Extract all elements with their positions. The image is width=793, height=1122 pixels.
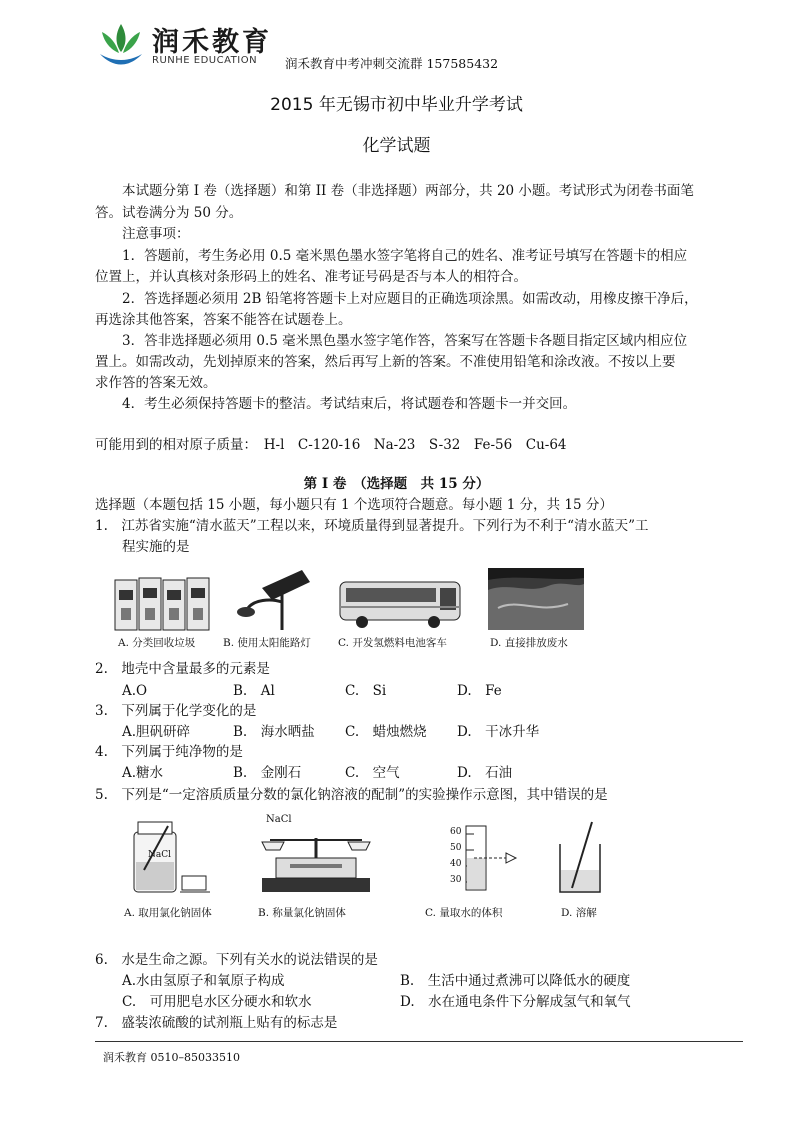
question-3: 3. 下列属于化学变化的是 (95, 703, 257, 719)
option: D. 干冰升华 (457, 724, 540, 740)
option: D. Fe (457, 683, 502, 699)
question-1-cont: 程实施的是 (122, 539, 190, 555)
caption-q1-b: B. 使用太阳能路灯 (223, 637, 311, 649)
option: A.O (122, 683, 148, 699)
option: C. 蜡烛燃烧 (345, 724, 427, 740)
recycling-bins-image (113, 572, 213, 636)
caption-q5-b: B. 称量氯化钠固体 (258, 907, 346, 919)
note-item: 4．考生必须保持答题卡的整洁。考试结束后，将试题卷和答题卡一并交回。 (122, 396, 577, 412)
tick-60: 60 (450, 827, 462, 837)
note-item: 3．答非选择题必须用 0.5 毫米黑色墨水签字笔作答，答案写在答题卡各题目指定区域内相应位 (122, 333, 688, 349)
tick-50: 50 (450, 843, 462, 853)
note-item: 求作答的答案无效。 (95, 375, 217, 391)
balance-scale-diagram (256, 812, 376, 896)
question-6: 6. 水是生命之源。下列有关水的说法错误的是 (95, 952, 378, 968)
option: C. 可用肥皂水区分硬水和软水 (122, 994, 312, 1010)
solar-streetlight-image (232, 568, 312, 636)
beaker-stirring-diagram (552, 818, 608, 900)
option: A.糖水 (122, 765, 164, 781)
option: B. Al (233, 683, 275, 699)
intro-line: 答。试卷满分为 50 分。 (95, 205, 243, 221)
option: B. 生活中通过煮沸可以降低水的硬度 (400, 973, 631, 989)
tick-30: 30 (450, 875, 462, 885)
question-5: 5. 下列是“一定溶质质量分数的氯化钠溶液的配制”的实验操作示意图，其中错误的是 (95, 787, 608, 803)
question-2: 2. 地壳中含量最多的元素是 (95, 661, 270, 677)
option: A.胆矾研碎 (122, 724, 191, 740)
jar-spoon-diagram (128, 812, 212, 896)
footer-contact: 润禾教育 0510–85033510 (103, 1051, 240, 1064)
logo-leaf-icon (97, 22, 145, 68)
note-item: 2．答选择题必须用 2B 铅笔将答题卡上对应题目的正确选项涂黑。如需改动，用橡皮擦干净后， (122, 291, 698, 307)
caption-q1-d: D. 直接排放废水 (490, 637, 568, 649)
brand-name-en: RUNHE EDUCATION (152, 55, 258, 66)
footer-divider (95, 1041, 743, 1042)
option: B. 金刚石 (233, 765, 302, 781)
atomic-masses: 可能用到的相对原子质量： H-l C-120-16 Na-23 S-32 Fe-56 Cu-64 (95, 437, 567, 453)
caption-q5-a: A. 取用氯化钠固体 (124, 907, 212, 919)
caption-q5-d: D. 溶解 (561, 907, 597, 919)
exam-title: 2015 年无锡市初中毕业升学考试 (270, 95, 523, 115)
hydrogen-bus-image (336, 572, 464, 634)
caption-q1-c: C. 开发氢燃料电池客车 (338, 637, 447, 649)
caption-q5-c: C. 量取水的体积 (425, 907, 503, 919)
tick-40: 40 (450, 859, 462, 869)
caption-q1-a: A. 分类回收垃圾 (118, 637, 196, 649)
note-item: 置上。如需改动，先划掉原来的答案，然后再写上新的答案。不准使用铅笔和涂改液。不按以上要 (95, 354, 676, 370)
option: D. 水在通电条件下分解成氢气和氧气 (400, 994, 631, 1010)
exam-subtitle: 化学试题 (362, 136, 431, 156)
notes-heading: 注意事项： (122, 226, 190, 242)
section-title: 第 I 卷 （选择题 共 15 分） (303, 476, 490, 492)
group-contact: 润禾教育中考冲刺交流群 157585432 (285, 56, 499, 71)
question-1: 1. 江苏省实施“清水蓝天”工程以来，环境质量得到显著提升。下列行为不利于“清水蓝天”工 (95, 518, 649, 534)
nacl-jar-label: NaCl (148, 850, 172, 860)
option: C. Si (345, 683, 387, 699)
logo (97, 22, 145, 68)
graduated-cylinder-diagram (444, 822, 524, 894)
waste-water-image (488, 568, 584, 634)
note-item: 位置上，并认真核对条形码上的姓名、准考证号码是否与本人的相符合。 (95, 269, 527, 285)
question-7: 7. 盛装浓硫酸的试剂瓶上贴有的标志是 (95, 1015, 338, 1031)
option: C. 空气 (345, 765, 400, 781)
note-item: 再选涂其他答案，答案不能答在试题卷上。 (95, 312, 352, 328)
note-item: 1．答题前，考生务必用 0.5 毫米黑色墨水签字笔将自己的姓名、准考证号填写在答题卡的相应 (122, 248, 688, 264)
brand-name-cn: 润禾教育 (152, 27, 272, 58)
option: A.水由氢原子和氧原子构成 (122, 973, 285, 989)
intro-line: 本试题分第 I 卷（选择题）和第 II 卷（非选择题）两部分，共 20 小题。考试形式为闭卷书面笔 (122, 183, 694, 199)
nacl-scale-label: NaCl (266, 814, 292, 825)
option: B. 海水晒盐 (233, 724, 315, 740)
option: D. 石油 (457, 765, 513, 781)
question-4: 4. 下列属于纯净物的是 (95, 744, 243, 760)
section-desc: 选择题（本题包括 15 小题，每小题只有 1 个选项符合题意。每小题 1 分，共 15 分） (95, 497, 613, 513)
